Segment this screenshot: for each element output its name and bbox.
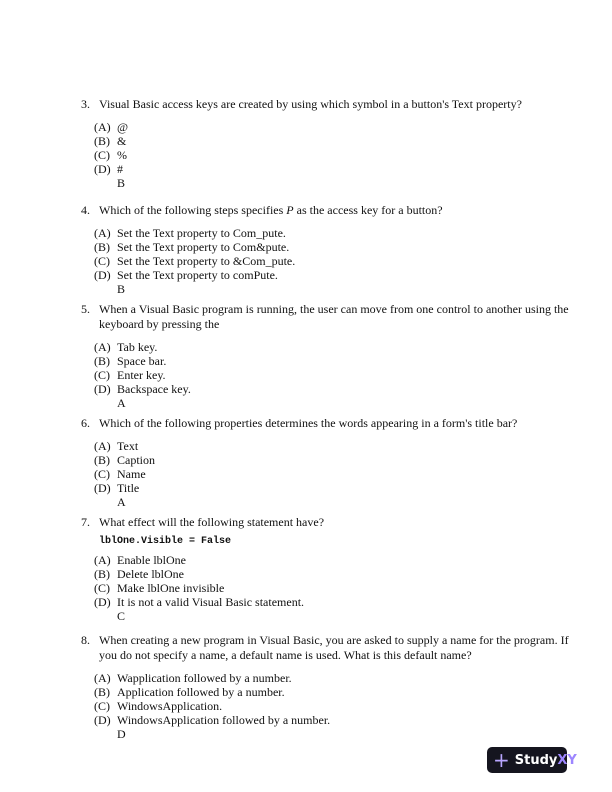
- option-d: (D) Set the Text property to comPute.: [94, 268, 278, 282]
- question-5: [81, 302, 581, 410]
- question-stem: Visual Basic access keys are created by using which symbol in a button's Text property?: [99, 97, 522, 111]
- option-c: (C) WindowsApplication.: [94, 699, 223, 713]
- option-a: (A) Text: [94, 439, 139, 453]
- option-d: (D) Backspace key.: [94, 382, 191, 396]
- plus-icon: +: [493, 748, 510, 772]
- option-a: (A) Wapplication followed by a number.: [94, 671, 292, 685]
- option-b: (B) &: [94, 134, 127, 148]
- question-stem: Which of the following properties determines the words appearing in a form's title bar?: [99, 416, 518, 430]
- answer: A: [117, 495, 126, 509]
- question-6: [81, 416, 581, 509]
- option-d: (D) Title: [94, 481, 140, 495]
- answer: A: [117, 396, 126, 410]
- question-stem: When creating a new program in Visual Basic, you are asked to supply a name for the program. If you do not specify a name, a default name is used. What is this default name?: [99, 633, 569, 662]
- question-3: [81, 97, 581, 190]
- question-8: [81, 633, 581, 741]
- option-c: (C) Make lblOne invisible: [94, 581, 225, 595]
- option-a: (A) Set the Text property to Com_pute.: [94, 226, 286, 240]
- studyxy-badge[interactable]: [487, 747, 577, 773]
- answer: D: [117, 727, 126, 741]
- option-b: (B) Caption: [94, 453, 155, 467]
- code-statement: lblOne.Visible = False: [99, 536, 232, 547]
- question-4: [81, 203, 581, 296]
- option-a: (A) Enable lblOne: [94, 553, 186, 567]
- option-c: (C) Set the Text property to &Com_pute.: [94, 254, 296, 268]
- option-b: (B) Delete lblOne: [94, 567, 184, 581]
- question-stem: Which of the following steps specifies P as the access key for a button?: [99, 203, 443, 217]
- option-c: (C) Name: [94, 467, 146, 481]
- option-b: (B) Application followed by a number.: [94, 685, 285, 699]
- question-number: 4.: [81, 203, 90, 217]
- answer: C: [117, 609, 126, 623]
- answer: B: [117, 176, 126, 190]
- answer: B: [117, 282, 126, 296]
- option-d: (D) WindowsApplication followed by a number.: [94, 713, 331, 727]
- option-a: (A) Tab key.: [94, 340, 158, 354]
- option-d: (D) #: [94, 162, 123, 176]
- question-number: 7.: [81, 515, 90, 529]
- option-c: (C) %: [94, 148, 127, 162]
- question-7: [81, 515, 581, 623]
- question-number: 5.: [81, 302, 90, 316]
- question-number: 8.: [81, 633, 90, 647]
- option-b: (B) Space bar.: [94, 354, 167, 368]
- option-b: (B) Set the Text property to Com&pute.: [94, 240, 290, 254]
- option-c: (C) Enter key.: [94, 368, 166, 382]
- question-stem: What effect will the following statement have?: [99, 515, 325, 529]
- question-number: 6.: [81, 416, 90, 430]
- brand-text-study: Study: [514, 752, 558, 768]
- brand-text-xy: XY: [557, 752, 577, 768]
- question-number: 3.: [81, 97, 90, 111]
- option-a: (A) @: [94, 120, 129, 134]
- option-d: (D) It is not a valid Visual Basic statement.: [94, 595, 305, 609]
- question-stem: When a Visual Basic program is running, the user can move from one control to another using the keyboard by pressing the: [99, 302, 569, 331]
